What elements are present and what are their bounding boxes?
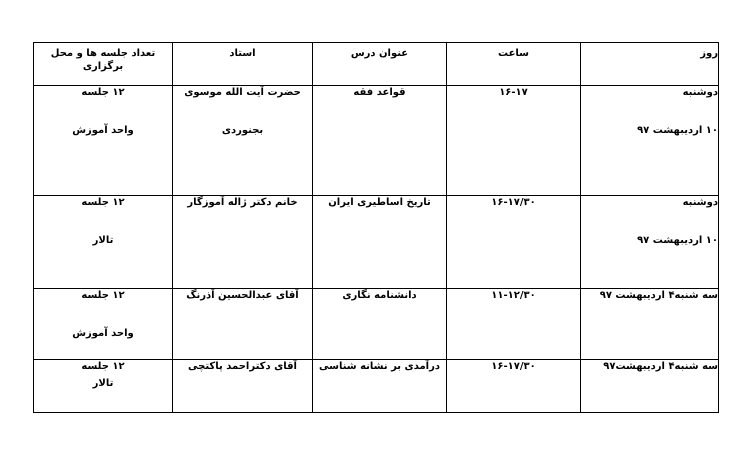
time-value: ۱۱-۱۲/۳۰ <box>491 290 536 301</box>
teacher-cell <box>173 196 313 289</box>
time-cell <box>447 86 581 196</box>
teacher-name: آقای دکتراحمد پاکتچی <box>188 361 297 372</box>
column-header-day: روز <box>581 43 719 86</box>
teacher-cell <box>173 360 313 413</box>
column-header-teacher: استاد <box>173 43 313 86</box>
teacher-name-continued: بجنوردی <box>221 125 264 136</box>
table-row <box>34 289 719 360</box>
table-row <box>34 196 719 289</box>
day-cell <box>581 86 719 196</box>
sessions-cell <box>34 289 173 360</box>
session-count: ۱۲ جلسه <box>81 87 125 98</box>
time-value: ۱۶-۱۷/۳۰ <box>491 197 536 208</box>
day-cell <box>581 360 719 413</box>
time-cell <box>447 289 581 360</box>
day-cell <box>581 289 719 360</box>
course-cell <box>313 360 447 413</box>
day-name: سه شنبه۴ اردیبهشت۹۷ <box>603 361 718 372</box>
session-count: ۱۲ جلسه <box>81 197 125 208</box>
table-row <box>34 86 719 196</box>
course-title: تاریخ اساطیری ایران <box>328 197 431 208</box>
session-location: واحد آموزش <box>72 125 134 136</box>
day-name: دوشنبه <box>682 197 718 208</box>
time-value: ۱۶-۱۷ <box>499 87 528 98</box>
sessions-cell <box>34 86 173 196</box>
course-title: قواعد فقه <box>353 87 406 98</box>
time-cell <box>447 196 581 289</box>
day-date: ۱۰ اردیبهشت ۹۷ <box>637 125 718 136</box>
course-title: درآمدی بر نشانه شناسی <box>319 361 440 372</box>
column-header-sessions: تعداد جلسه ها و محل برگزاری <box>34 43 173 86</box>
day-name: دوشنبه <box>682 87 718 98</box>
time-value: ۱۶-۱۷/۳۰ <box>491 361 536 372</box>
table-header-row <box>34 43 719 86</box>
teacher-name: آقای عبدالحسین آذرنگ <box>186 290 299 301</box>
course-cell <box>313 289 447 360</box>
teacher-name: حضرت آیت الله موسوی <box>184 87 301 98</box>
teacher-name: خانم دکتر ژاله آموزگار <box>187 197 298 208</box>
time-cell <box>447 360 581 413</box>
session-location: واحد آموزش <box>72 328 134 339</box>
session-count: ۱۲ جلسه <box>81 361 125 372</box>
course-cell <box>313 86 447 196</box>
day-cell <box>581 196 719 289</box>
course-title: دانشنامه نگاری <box>342 290 417 301</box>
sessions-cell <box>34 196 173 289</box>
session-location: تالار <box>92 378 114 389</box>
day-name: سه شنبه۴ اردیبهشت ۹۷ <box>599 290 718 301</box>
teacher-cell <box>173 289 313 360</box>
course-cell <box>313 196 447 289</box>
teacher-cell <box>173 86 313 196</box>
session-count: ۱۲ جلسه <box>81 290 125 301</box>
schedule-table <box>33 42 719 413</box>
session-location: تالار <box>92 235 114 246</box>
table-row <box>34 360 719 413</box>
column-header-course: عنوان درس <box>313 43 447 86</box>
day-date: ۱۰ اردیبهشت ۹۷ <box>637 235 718 246</box>
column-header-time: ساعت <box>447 43 581 86</box>
sessions-cell <box>34 360 173 413</box>
